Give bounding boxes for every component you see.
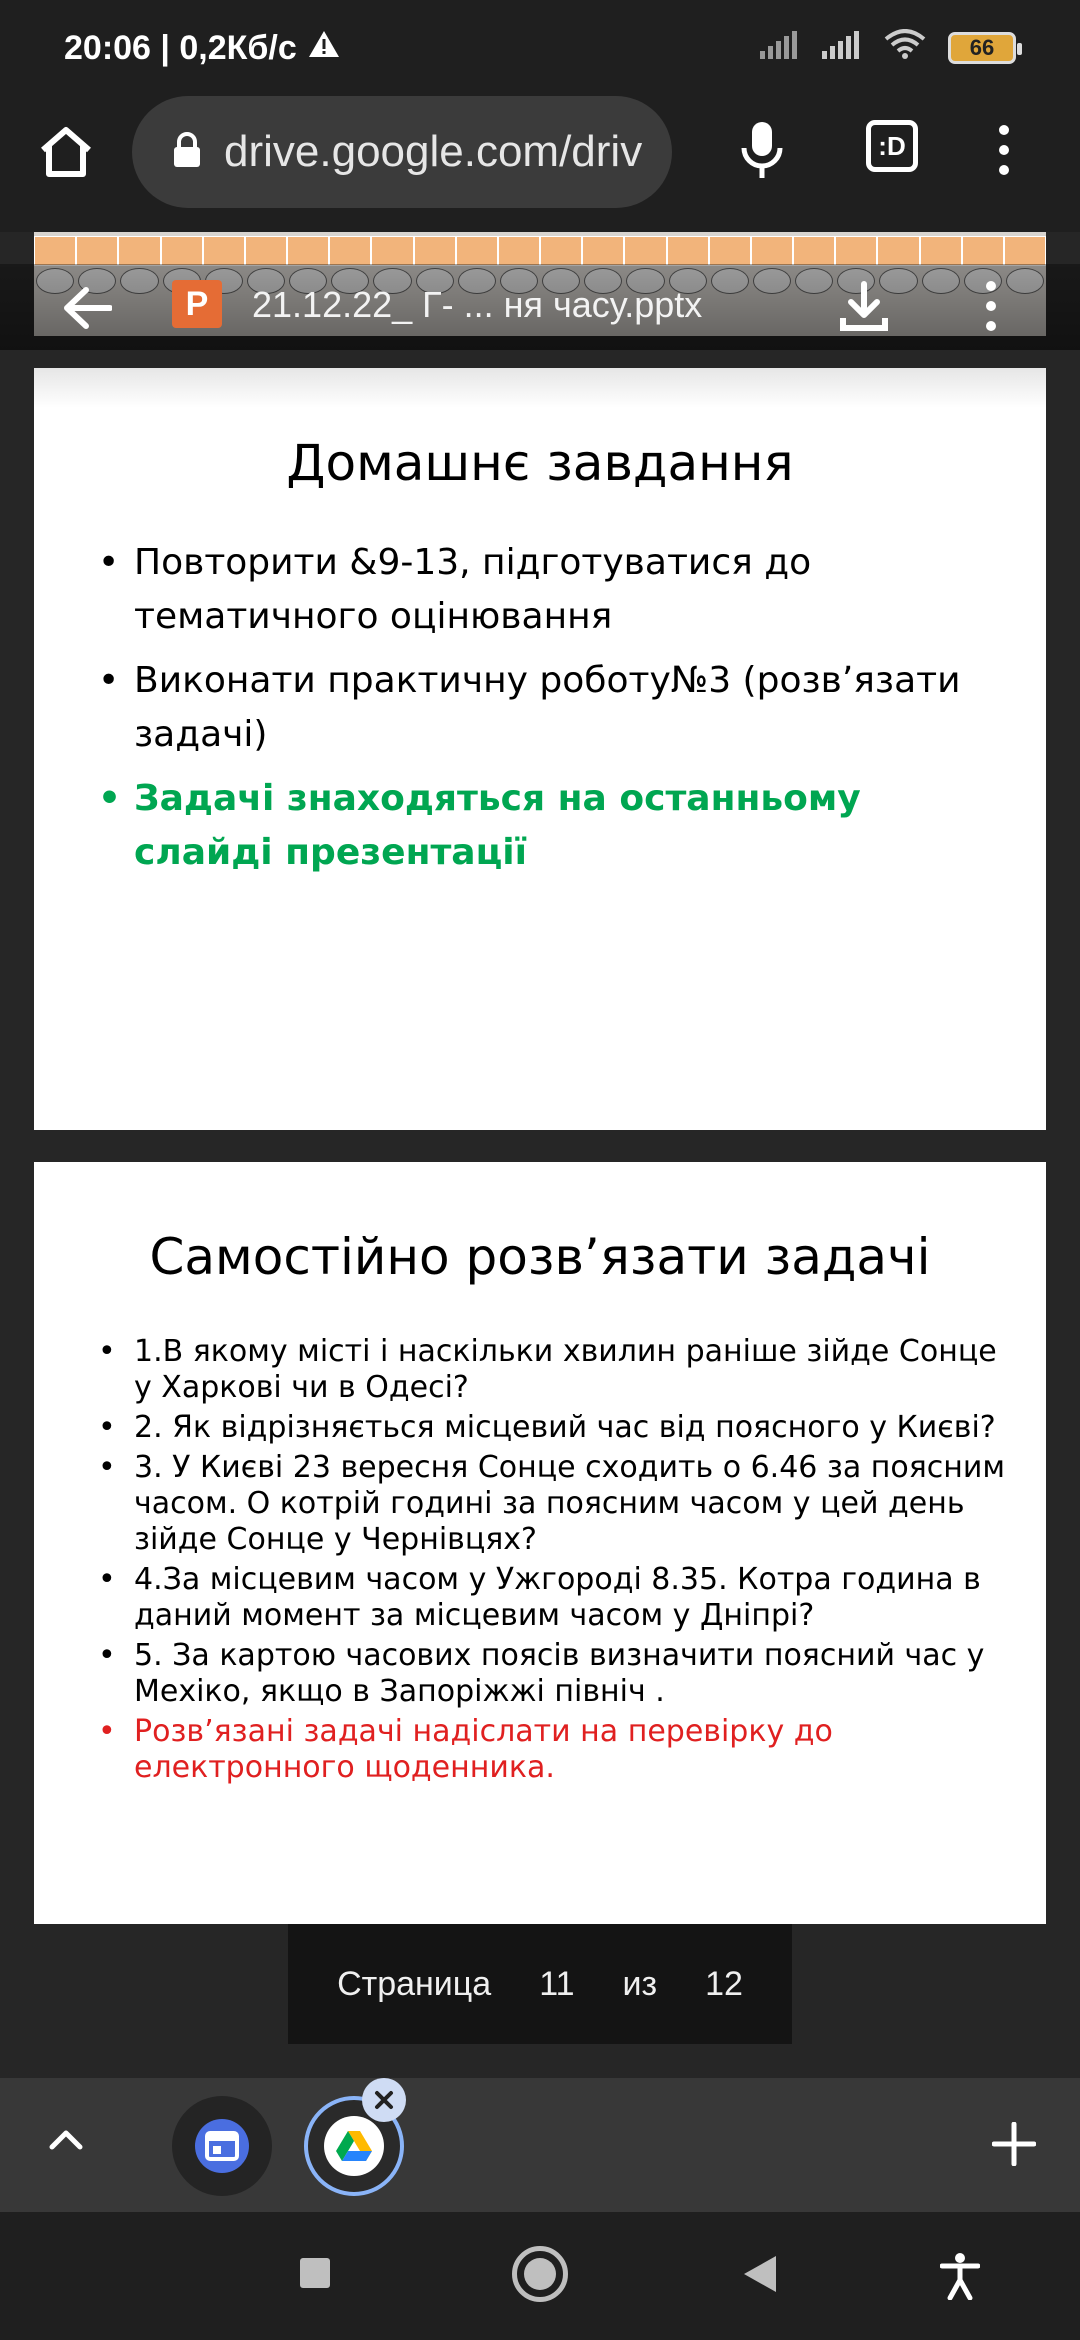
browser-menu-button[interactable] xyxy=(984,118,1024,182)
address-bar[interactable] xyxy=(132,96,672,208)
signal-icon xyxy=(822,29,862,68)
page-indicator xyxy=(288,1924,792,2044)
bullet-list xyxy=(98,536,1006,880)
accessibility-icon[interactable] xyxy=(938,2250,982,2302)
bullet-list xyxy=(98,1334,1006,1786)
browser-toolbar xyxy=(0,96,1080,232)
home-button[interactable] xyxy=(36,122,96,182)
signal-icon xyxy=(760,29,800,68)
bullet-item: • 3. У Києві 23 вересня Сонце сходить о 6.46 за поясним часом. О котрій годині за поясним часом у цей день зійде Сонце у Чернівцях? xyxy=(98,1450,1006,1558)
tab-thumbnail[interactable] xyxy=(172,2096,272,2196)
slide-homework xyxy=(34,368,1046,1130)
home-nav-button[interactable] xyxy=(512,2246,568,2302)
url-text: drive.google.com/driv xyxy=(224,127,643,176)
expand-tabs-button[interactable] xyxy=(44,2118,88,2162)
battery-icon: 66 xyxy=(948,32,1016,64)
download-button[interactable] xyxy=(836,276,892,336)
warning-icon xyxy=(307,29,341,68)
page-of: из xyxy=(622,1964,658,2003)
document-viewer[interactable] xyxy=(0,232,1080,2078)
bullet-item: • 1.В якому місті і наскільки хвилин раніше зійде Сонце у Харкові чи в Одесі? xyxy=(98,1334,1006,1406)
wifi-icon xyxy=(884,29,926,68)
status-bar xyxy=(0,0,1080,96)
slide-tasks xyxy=(34,1162,1046,1924)
tab-strip xyxy=(0,2078,1080,2212)
recents-button[interactable] xyxy=(300,2258,330,2288)
back-button[interactable] xyxy=(62,280,118,336)
lock-icon xyxy=(172,132,202,173)
bullet-item-alert: • Розв’язані задачі надіслати на перевірку до електронного щоденника. xyxy=(98,1714,1006,1786)
bullet-item: • 5. За картою часових поясів визначити поясний час у Мехіко, якщо в Запоріжжі північ . xyxy=(98,1638,1006,1710)
file-name: 21.12.22_ Г- ... ня часу.pptx xyxy=(252,284,703,325)
bullet-item: • 2. Як відрізняється місцевий час від поясного у Києві? xyxy=(98,1410,1006,1446)
google-drive-icon xyxy=(324,2116,384,2176)
slide-title: Самостійно розв’язати задачі xyxy=(149,1228,931,1286)
bullet-item: • 4.За місцевим часом у Ужгороді 8.35. Котра година в даний момент за місцевим часом у Дніпрі? xyxy=(98,1562,1006,1634)
total-pages: 12 xyxy=(705,1964,743,2003)
new-tab-button[interactable] xyxy=(984,2114,1044,2174)
more-options-button[interactable] xyxy=(976,276,1006,336)
close-tab-button[interactable] xyxy=(362,2078,406,2122)
viewer-header xyxy=(0,264,1080,350)
calendar-app-icon xyxy=(195,2119,249,2173)
powerpoint-icon: P xyxy=(172,280,222,328)
slide-title: Домашнє завдання xyxy=(286,434,794,492)
tab-switcher-button[interactable]: :D xyxy=(866,120,918,172)
voice-search-button[interactable] xyxy=(730,118,794,182)
system-navigation-bar xyxy=(0,2212,1080,2340)
bullet-item: • Повторити &9-13, підготуватися до тематичного оцінювання xyxy=(98,536,1006,644)
status-time-speed: 20:06 | 0,2Кб/с xyxy=(64,28,297,67)
back-nav-button[interactable] xyxy=(744,2256,776,2292)
bullet-item: • Виконати практичну роботу№3 (розв’язати задачі) xyxy=(98,654,1006,762)
current-page: 11 xyxy=(539,1964,575,2003)
bullet-item-highlight: • Задачі знаходяться на останньому слайді презентації xyxy=(98,772,1006,880)
page-label: Страница xyxy=(337,1964,492,2003)
